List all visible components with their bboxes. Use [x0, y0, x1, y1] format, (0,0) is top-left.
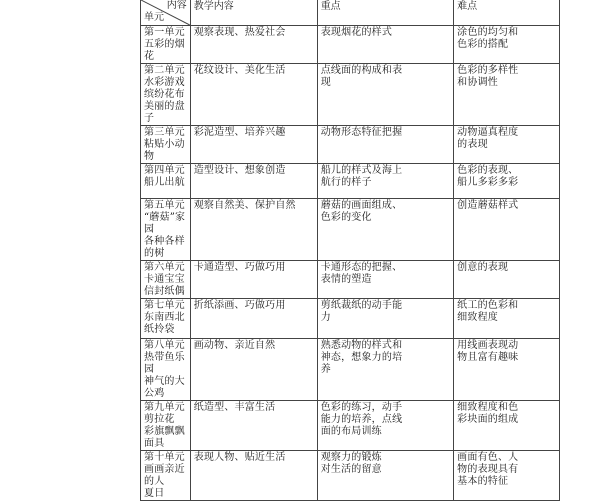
difficulty-cell: 创意的表现: [454, 261, 560, 299]
unit-cell: 第二单元 水彩游戏 缤纷花布 美丽的盘子: [141, 64, 191, 126]
difficulty-cell: 动物逼真程度 的表现: [454, 126, 560, 164]
teaching-content-cell: 画动物、亲近自然: [190, 339, 317, 401]
difficulty-cell: 细致程度和色 彩块面的组成: [454, 401, 560, 451]
difficulty-cell: 创造蘑菇样式: [454, 199, 560, 261]
table-row: [141, 126, 560, 164]
teaching-content-cell: 纸造型、丰富生活: [190, 401, 317, 451]
unit-cell: 第十单元 画画亲近的人 夏日: [141, 451, 191, 501]
table-row: [141, 451, 560, 501]
table-row: [141, 64, 560, 126]
unit-cell: 第九单元 剪拉花 彩旗飘飘 面具: [141, 401, 191, 451]
table-row: [141, 261, 560, 299]
difficulty-cell: 涂色的均匀和 色彩的搭配: [454, 26, 560, 64]
key-point-cell: 动物形态特征把握: [317, 126, 453, 164]
table-row: [141, 401, 560, 451]
key-point-cell: 表现烟花的样式: [317, 26, 453, 64]
unit-cell: 第七单元 东南西北 纸拎袋: [141, 299, 191, 339]
teaching-content-cell: 观察自然美、保护自然: [190, 199, 317, 261]
key-point-cell: 蘑菇的画面组成、 色彩的变化: [317, 199, 453, 261]
unit-cell: 第四单元 船儿出航: [141, 164, 191, 199]
table-row: [141, 339, 560, 401]
header-difficulties: 难点: [454, 0, 560, 26]
key-point-cell: 点线面的构成和表 现: [317, 64, 453, 126]
table-row: [141, 299, 560, 339]
teaching-content-cell: 表现人物、贴近生活: [190, 451, 317, 501]
difficulty-cell: 用线画表现动 物且富有趣味: [454, 339, 560, 401]
teaching-content-cell: 彩泥造型、培养兴趣: [190, 126, 317, 164]
difficulty-cell: 纸工的色彩和 细致程度: [454, 299, 560, 339]
difficulty-cell: 画面有色、人 物的表现具有 基本的特征: [454, 451, 560, 501]
key-point-cell: 熟悉动物的样式和 神态，想象力的培 养: [317, 339, 453, 401]
key-point-cell: 卡通形态的把握、 表情的塑造: [317, 261, 453, 299]
difficulty-cell: 色彩的表现、 船儿多彩多彩: [454, 164, 560, 199]
unit-cell: 第六单元 卡通宝宝 信封纸偶: [141, 261, 191, 299]
key-point-cell: 船儿的样式及海上 航行的样子: [317, 164, 453, 199]
unit-cell: 第一单元 五彩的烟花: [141, 26, 191, 64]
lesson-plan-table-container: [140, 0, 560, 501]
table-row: [141, 164, 560, 199]
table-row: [141, 26, 560, 64]
teaching-content-cell: 折纸添画、巧做巧用: [190, 299, 317, 339]
lesson-plan-table: [140, 0, 560, 501]
table-row: [141, 199, 560, 261]
unit-cell: 第三单元 粘贴小动物: [141, 126, 191, 164]
key-point-cell: 剪纸裁纸的动手能 力: [317, 299, 453, 339]
header-teaching-content: 教学内容: [190, 0, 317, 26]
corner-content-label: 内容: [166, 0, 187, 11]
header-key-points: 重点: [317, 0, 453, 26]
teaching-content-cell: 观察表现、热爱社会: [190, 26, 317, 64]
key-point-cell: 色彩的练习，动手 能力的培养，点线 面的布局训练: [317, 401, 453, 451]
teaching-content-cell: 造型设计、想象创造: [190, 164, 317, 199]
difficulty-cell: 色彩的多样性 和协调性: [454, 64, 560, 126]
unit-cell: 第八单元 热带鱼乐园 神气的大公鸡: [141, 339, 191, 401]
corner-unit-label: 单元: [144, 12, 164, 23]
key-point-cell: 观察力的锻炼 对生活的留意: [317, 451, 453, 501]
table-header-row: [141, 0, 560, 26]
teaching-content-cell: 花纹设计、美化生活: [190, 64, 317, 126]
header-corner-cell: [141, 0, 191, 26]
teaching-content-cell: 卡通造型、巧做巧用: [190, 261, 317, 299]
unit-cell: 第五单元 “蘑菇”家园 各种各样的树: [141, 199, 191, 261]
